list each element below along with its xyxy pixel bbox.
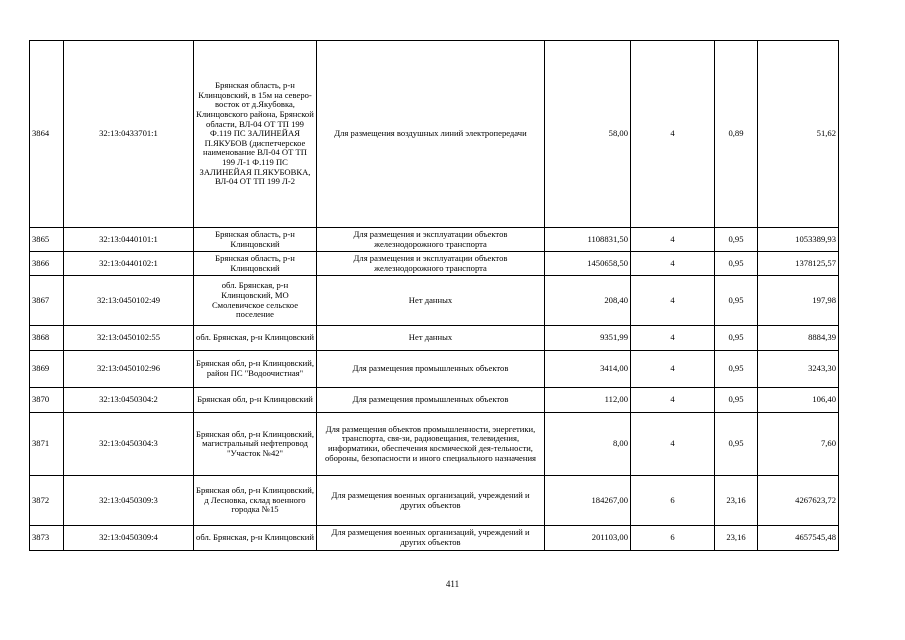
group: 6 xyxy=(631,476,715,526)
cadastral-number: 32:13:0440101:1 xyxy=(64,228,194,252)
permitted-use: Для размещения военных организаций, учреждений и других объектов xyxy=(317,526,545,551)
location: Брянская обл, р-н Клинцовский, д Лесновка, склад военного городка №15 xyxy=(194,476,317,526)
registry-table xyxy=(29,40,839,551)
table-row xyxy=(30,413,839,476)
cadastral-number: 32:13:0450309:4 xyxy=(64,526,194,551)
cadastral-value: 8884,39 xyxy=(758,326,839,351)
group: 4 xyxy=(631,326,715,351)
area: 1108831,50 xyxy=(545,228,631,252)
cadastral-number: 32:13:0450102:55 xyxy=(64,326,194,351)
group: 4 xyxy=(631,388,715,413)
group: 4 xyxy=(631,351,715,388)
cadastral-value: 4657545,48 xyxy=(758,526,839,551)
table-row xyxy=(30,351,839,388)
table-row xyxy=(30,526,839,551)
location: обл. Брянская, р-н Клинцовский, МО Смолевичское сельское поселение xyxy=(194,276,317,326)
area: 1450658,50 xyxy=(545,252,631,276)
location: обл. Брянская, р-н Клинцовский xyxy=(194,526,317,551)
area: 112,00 xyxy=(545,388,631,413)
row-number: 3872 xyxy=(30,476,64,526)
coefficient: 0,95 xyxy=(715,388,758,413)
cadastral-value: 4267623,72 xyxy=(758,476,839,526)
cadastral-number: 32:13:0450304:3 xyxy=(64,413,194,476)
cadastral-value: 1053389,93 xyxy=(758,228,839,252)
cadastral-value: 51,62 xyxy=(758,41,839,228)
cadastral-number: 32:13:0450304:2 xyxy=(64,388,194,413)
area: 9351,99 xyxy=(545,326,631,351)
table-row xyxy=(30,41,839,228)
permitted-use: Для размещения военных организаций, учреждений и других объектов xyxy=(317,476,545,526)
area: 3414,00 xyxy=(545,351,631,388)
location: Брянская обл, р-н Клинцовский, район ПС "Водоочистная" xyxy=(194,351,317,388)
permitted-use: Для размещения промышленных объектов xyxy=(317,388,545,413)
table-row xyxy=(30,276,839,326)
location: Брянская обл, р-н Клинцовский, магистральный нефтепровод "Участок №42" xyxy=(194,413,317,476)
row-number: 3867 xyxy=(30,276,64,326)
coefficient: 0,95 xyxy=(715,351,758,388)
permitted-use: Нет данных xyxy=(317,276,545,326)
location: обл. Брянская, р-н Клинцовский xyxy=(194,326,317,351)
cadastral-number: 32:13:0450102:49 xyxy=(64,276,194,326)
row-number: 3865 xyxy=(30,228,64,252)
row-number: 3871 xyxy=(30,413,64,476)
cadastral-number: 32:13:0450309:3 xyxy=(64,476,194,526)
permitted-use: Для размещения объектов промышленности, энергетики, транспорта, свя-зи, радиовещания, телевидения, информатики, обеспечения космической дея-тельности, обороны, безопасности и иного специального назначения xyxy=(317,413,545,476)
coefficient: 0,89 xyxy=(715,41,758,228)
location: Брянская обл, р-н Клинцовский xyxy=(194,388,317,413)
row-number: 3873 xyxy=(30,526,64,551)
permitted-use: Для размещения воздушных линий электропередачи xyxy=(317,41,545,228)
group: 6 xyxy=(631,526,715,551)
row-number: 3870 xyxy=(30,388,64,413)
cadastral-value: 197,98 xyxy=(758,276,839,326)
table-row xyxy=(30,228,839,252)
permitted-use: Для размещения и эксплуатации объектов железнодорожного транспорта xyxy=(317,228,545,252)
group: 4 xyxy=(631,41,715,228)
area: 201103,00 xyxy=(545,526,631,551)
permitted-use: Для размещения промышленных объектов xyxy=(317,351,545,388)
location: Брянская область, р-н Клинцовский, в 15м на северо-восток от д.Якубовка, Клинцовского района, Брянской области, ВЛ-04 ОТ ТП 199 Ф.119 ПС ЗАЛИНЕЙАЯ П.ЯКУБОВ (диспетчерское наименование ВЛ-04 ОТ ТП 199 Л-1 Ф.119 ПС ЗАЛИНЕЙАЯ П.ЯКУБОВКА, ВЛ-04 ОТ ТП 199 Л-2 xyxy=(194,41,317,228)
coefficient: 23,16 xyxy=(715,476,758,526)
permitted-use: Нет данных xyxy=(317,326,545,351)
cadastral-value: 7,60 xyxy=(758,413,839,476)
cadastral-value: 3243,30 xyxy=(758,351,839,388)
permitted-use: Для размещения и эксплуатации объектов железнодорожного транспорта xyxy=(317,252,545,276)
cadastral-number: 32:13:0440102:1 xyxy=(64,252,194,276)
coefficient: 0,95 xyxy=(715,228,758,252)
area: 208,40 xyxy=(545,276,631,326)
row-number: 3868 xyxy=(30,326,64,351)
group: 4 xyxy=(631,276,715,326)
location: Брянская область, р-н Клинцовский xyxy=(194,252,317,276)
location: Брянская область, р-н Клинцовский xyxy=(194,228,317,252)
table-row xyxy=(30,252,839,276)
cadastral-number: 32:13:0433701:1 xyxy=(64,41,194,228)
page-number: 411 xyxy=(445,579,460,589)
coefficient: 23,16 xyxy=(715,526,758,551)
group: 4 xyxy=(631,252,715,276)
area: 8,00 xyxy=(545,413,631,476)
table-row xyxy=(30,326,839,351)
row-number: 3864 xyxy=(30,41,64,228)
group: 4 xyxy=(631,228,715,252)
coefficient: 0,95 xyxy=(715,276,758,326)
coefficient: 0,95 xyxy=(715,252,758,276)
row-number: 3866 xyxy=(30,252,64,276)
cadastral-value: 106,40 xyxy=(758,388,839,413)
cadastral-value: 1378125,57 xyxy=(758,252,839,276)
group: 4 xyxy=(631,413,715,476)
table-row xyxy=(30,388,839,413)
coefficient: 0,95 xyxy=(715,326,758,351)
coefficient: 0,95 xyxy=(715,413,758,476)
row-number: 3869 xyxy=(30,351,64,388)
table-row xyxy=(30,476,839,526)
area: 58,00 xyxy=(545,41,631,228)
area: 184267,00 xyxy=(545,476,631,526)
cadastral-number: 32:13:0450102:96 xyxy=(64,351,194,388)
